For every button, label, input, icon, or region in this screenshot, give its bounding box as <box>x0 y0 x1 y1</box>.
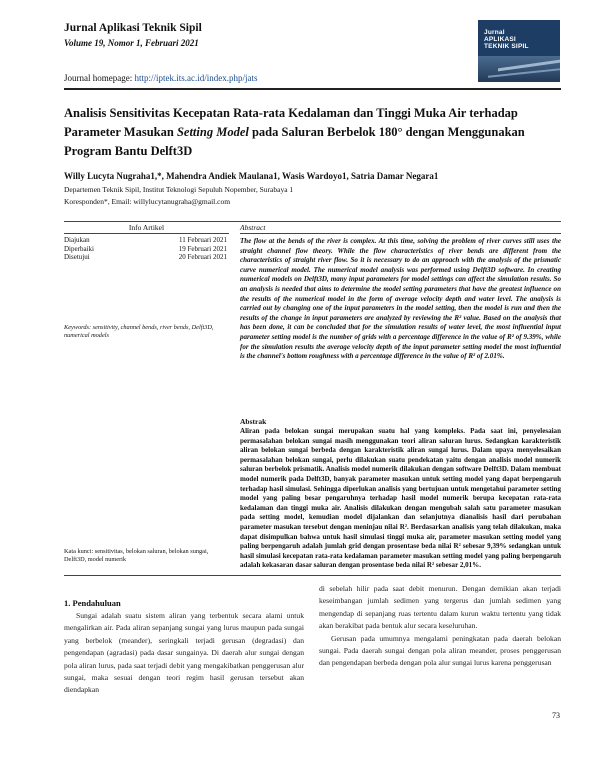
abstract-indonesian: Aliran pada belokan sungai merupakan suatu hal yang kompleks. Pada saat ini, penyelesaian permasalahan belokan sungai masih menggunakan teori aliran saluran lurus. Sedangkan karakteristik aliran belokan sungai berbeda dengan karakteristik aliran sungai lurus. Dalam upaya menyelesaikan permasalahan belokan sungai, perlu dilakukan suatu pendekatan yaitu dengan analisis model numerik saluran berbelok prismatik. Analisis model numerik dilakukan dengan software Delft3D. Dalam membuat model numerik pada Delft3D, banyak parameter masukan untuk setting model yang dapat berpengaruh terhadap hasil simulasi. Sehingga diperlukan analisis yang bertujuan untuk mengetahui parameter setting model yang paling besar pengaruhnya terhadap hasil model numerik berupa kecepatan rata-rata kedalaman dan tinggi muka air. Analisis dilakukan dengan mengubah salah satu parameter masukan pada setting model, kemudian model dijalankan dan selanjutnya dianalisis hasil dari perubahan parameter masukan tersebut dengan meninjau nilai R². Berdasarkan analisis yang telah dilakukan, maka dapat disimpulkan bahwa untuk hasil simulasi tinggi muka air, parameter masukan setting model yang paling berpengaruh adalah jumlah grid dengan prosentase beda nilai R² sebesar 9,39% sedangkan untuk hasil simulasi kecepatan rata-rata kedalaman parameter masukan setting model yang paling berpengaruh adalah kekasaran dasar saluran dengan prosentase beda nilai R² sebesar 2,01%. <box>240 427 561 570</box>
section-heading-introduction: 1. Pendahuluan <box>64 598 121 608</box>
date-row-submitted <box>64 236 227 245</box>
abstract-english: The flow at the bends of the river is complex. At this time, solving the problem of river curves still uses the straight channel flow theory. While the flow characteristics of river bends are different from the characteristics of straight river flow. So it is necessary to do an approach with the analysis of the prismatic curve numerical model. The numerical model analysis was performed using Delft3D software. In creating numerical models on Delft3D, many input parameters for model settings can affect the simulation results. So an analysis is needed that aims to determine the model setting parameters that have the greatest influence on the results of the numerical model in the form of average velocity depth and water level. The analysis is carried out by changing one of the input parameters in the model setting, then the model is run and then the results of the change in input parameters are analyzed by reviewing the R² value. Based on the analysis that has been done, it can be concluded that for the simulation results of water level, the most influential input parameter setting model is the number of grids with a percentage difference in the value of R² of 9.39%, while for the simulation results the average velocity depth of the input parameter setting model the most influential is the channel's bottom roughness with a percentage difference in the value of R² of 2.01%. <box>240 237 561 361</box>
section-rule <box>64 221 561 222</box>
journal-name: Jurnal Aplikasi Teknik Sipil <box>64 22 202 34</box>
body-column-left <box>64 610 304 697</box>
journal-volume: Volume 19, Nomor 1, Februari 2021 <box>64 38 199 48</box>
paragraph: di sebelah hilir pada saat debit menurun. Dengan demikian akan terjadi keseimbangan jumlah sedimen yang tergerus dan jumlah sedimen yang mengendap di sepanjang ruas tertentu dalam kurun waktu tertentu yang tidak akan berakibat pada bentuk alur secara keseluruhan. <box>319 584 561 631</box>
date-value: 11 Februari 2021 <box>179 236 227 244</box>
cover-title <box>484 29 529 50</box>
header-rule <box>64 88 561 90</box>
date-label: Diajukan <box>64 236 90 244</box>
paper-title <box>64 104 561 161</box>
title-italic: Setting Model <box>176 125 249 139</box>
article-dates <box>64 236 227 262</box>
cover-line-3: TEKNIK SIPIL <box>484 43 529 50</box>
page-number: 73 <box>552 711 560 720</box>
homepage-label: Journal homepage: <box>64 73 133 83</box>
date-row-revised <box>64 245 227 254</box>
keywords-indonesian: Kata kunci: sensitivitas, belokan saluran, belokan sungai, Delft3D, model numerik <box>64 548 209 563</box>
paragraph: Gerusan pada umumnya mengalami peningkatan pada daerah belokan sungai. Pada daerah sungai dengan pola aliran meander, proses penggerusan dan pengendapan berbeda dengan pola alur sungai lurus karena penggerusan <box>319 633 561 668</box>
date-label: Diperbaiki <box>64 244 94 253</box>
affiliation: Departemen Teknik Sipil, Institut Teknologi Sepuluh Nopember, Surabaya 1 <box>64 185 294 194</box>
correspondence-email: Koresponden*, Email: willylucytanugraha@gmail.com <box>64 197 231 206</box>
title-part-2: pada Saluran Berbelok 180° dengan Menggunakan Program Bantu Delft3D <box>64 125 525 158</box>
date-value: 20 Februari 2021 <box>178 253 227 261</box>
author-list: Willy Lucyta Nugraha1,*, Mahendra Andiek Maulana1, Wasis Wardoyo1, Satria Damar Negara1 <box>64 171 439 181</box>
date-value: 19 Februari 2021 <box>178 244 227 253</box>
date-row-accepted <box>64 253 227 262</box>
abstract-bottom-rule <box>64 575 561 576</box>
cover-line-1: Jurnal <box>484 29 505 36</box>
body-column-right <box>319 583 561 670</box>
title-part-1: Analisis Sensitivitas Kecepatan Rata-rata Kedalaman dan Tinggi Muka Air terhadap Parameter Masukan <box>64 106 518 139</box>
journal-cover-image <box>478 20 560 82</box>
abstract-header: Abstract <box>240 223 266 232</box>
keywords-english: Keywords: sensitivity, channel bends, river bends, Delft3D, numerical models <box>64 324 214 339</box>
article-info-header: Info Artikel <box>128 223 165 232</box>
abstrak-header: Abstrak <box>240 417 267 426</box>
info-header-rule <box>64 233 229 234</box>
homepage-link[interactable]: http://iptek.its.ac.id/index.php/jats <box>134 73 258 83</box>
date-label: Disetujui <box>64 253 90 261</box>
cover-line-2: APLIKASI <box>484 36 516 43</box>
journal-homepage <box>64 73 257 83</box>
paragraph: Sungai adalah suatu sistem aliran yang terbentuk secara alami untuk mengalirkan air. Pada aliran sepanjang sungai yang lurus maupun pada sungai yang berbelok (meander), seringkali terjadi gerusan (degradasi) dan pengendapan (agradasi) pada dasar sungainya. Di daerah alur sungai dengan pola aliran lurus, pada saat terjadi debit yang mengakibatkan penggerusan alur sungai, maka sesuai dengan teori regim hasil gerusan tersebut akan diendapkan <box>64 611 304 695</box>
abstract-header-rule <box>240 233 561 234</box>
